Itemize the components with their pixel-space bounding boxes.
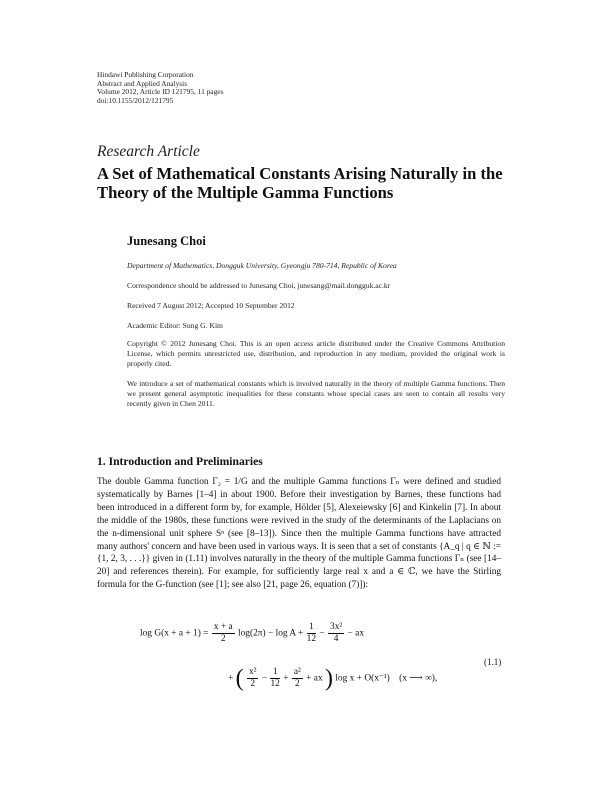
article-title: A Set of Mathematical Constants Arising Naturally in the Theory of the Multiple Gamma Functions (97, 164, 503, 202)
eq-term-8: (x ⟶ ∞), (399, 673, 438, 684)
eq-term-5: + (283, 673, 289, 684)
eq-frac-4: $\frac{\text{x²}}{2}$ (248, 667, 257, 689)
eq-term-4: − (261, 673, 268, 684)
affiliation: Department of Mathematics, Dongguk University, Gyeongju 780-714, Republic of Korea (127, 261, 397, 270)
right-paren: ) (324, 665, 333, 692)
left-paren: ( (235, 665, 244, 692)
equation-line-2 (228, 667, 437, 690)
eq-term-3: − ax (347, 628, 365, 639)
author-name: Junesang Choi (127, 234, 206, 248)
eq-term-2: − (319, 628, 325, 639)
journal-name: Abstract and Applied Analysis (97, 78, 188, 88)
article-type: Research Article (97, 143, 200, 160)
correspondence[interactable]: Correspondence should be addressed to Junesang Choi, junesang@mail.dongguk.ac.kr (127, 281, 391, 290)
journal-header (97, 71, 223, 105)
copyright-notice: Copyright © 2012 Junesang Choi. This is an open access article distributed under the Creative Commons Attribution License, which permits unrestricted use, distribution, and reproduction in any medium, provided the original work is properly cited. (127, 339, 505, 368)
abstract: We introduce a set of mathematical constants which is involved naturally in the theory of multiple Gamma functions. Then we present general asymptotic inequalities for these constants whose special cases are seen to contain all results very recently given in Chen 2011. (127, 379, 505, 408)
academic-editor: Academic Editor: Sung G. Kim (127, 321, 223, 330)
eq-lhs: log G(x + a + 1) = (140, 628, 209, 639)
eq-frac-3: $\frac{\text{3x²}}{4}$ (330, 622, 343, 644)
eq-frac-1: $\frac{x + a}{2}$ (213, 622, 233, 644)
volume-info: Volume 2012, Article ID 121795, 11 pages (97, 87, 224, 97)
eq-term-1: log(2π) − log A + (237, 628, 304, 639)
eq-plus: + (228, 673, 234, 684)
equation-line-1 (140, 622, 364, 645)
eq-frac-6: $\frac{\text{a²}}{2}$ (293, 667, 301, 689)
equation-number: (1.1) (484, 657, 502, 667)
publisher: Hindawi Publishing Corporation (97, 70, 194, 79)
eq-term-7: log x + O(x⁻¹) (335, 673, 390, 684)
eq-frac-2: $\frac{1}{12}$ (306, 622, 317, 644)
eq-frac-5: $\frac{1}{12}$ (270, 667, 280, 689)
doi[interactable]: doi:10.1155/2012/121795 (97, 95, 174, 105)
body-paragraph: The double Gamma function Γ₂ = 1/G and the multiple Gamma functions Γₙ were defined and studied systematically by Barnes [1–4] in about 1900. Before their investigation by Barnes, these functions had been introduced in a different form by, for example, Hölder [5], Alexeiewsky [6] and Kinkelin [7]. In about the middle of the 1980s, these functions were revived in the study of the determinants of the Laplacians on the n-dimensional unit sphere Sⁿ (see [8–13]). Since then the multiple Gamma functions have attracted many authors' concern and have been used in various ways. It is seen that a set of constants {A_q | q ∈ ℕ := {1, 2, 3, . . .}} given in (1.11) involves naturally in the theory of the multiple Gamma functions Γₙ (see [14–20] and references therein). For example, for sufficiently large real x and a ∈ ℂ, we have the Stirling formula for the G-function (see [1]; see also [21, page 26, equation (7)]): (97, 477, 501, 591)
section-heading: 1. Introduction and Preliminaries (97, 455, 263, 468)
received-date: Received 7 August 2012; Accepted 10 September 2012 (127, 301, 295, 310)
eq-term-6: + ax (306, 673, 323, 684)
